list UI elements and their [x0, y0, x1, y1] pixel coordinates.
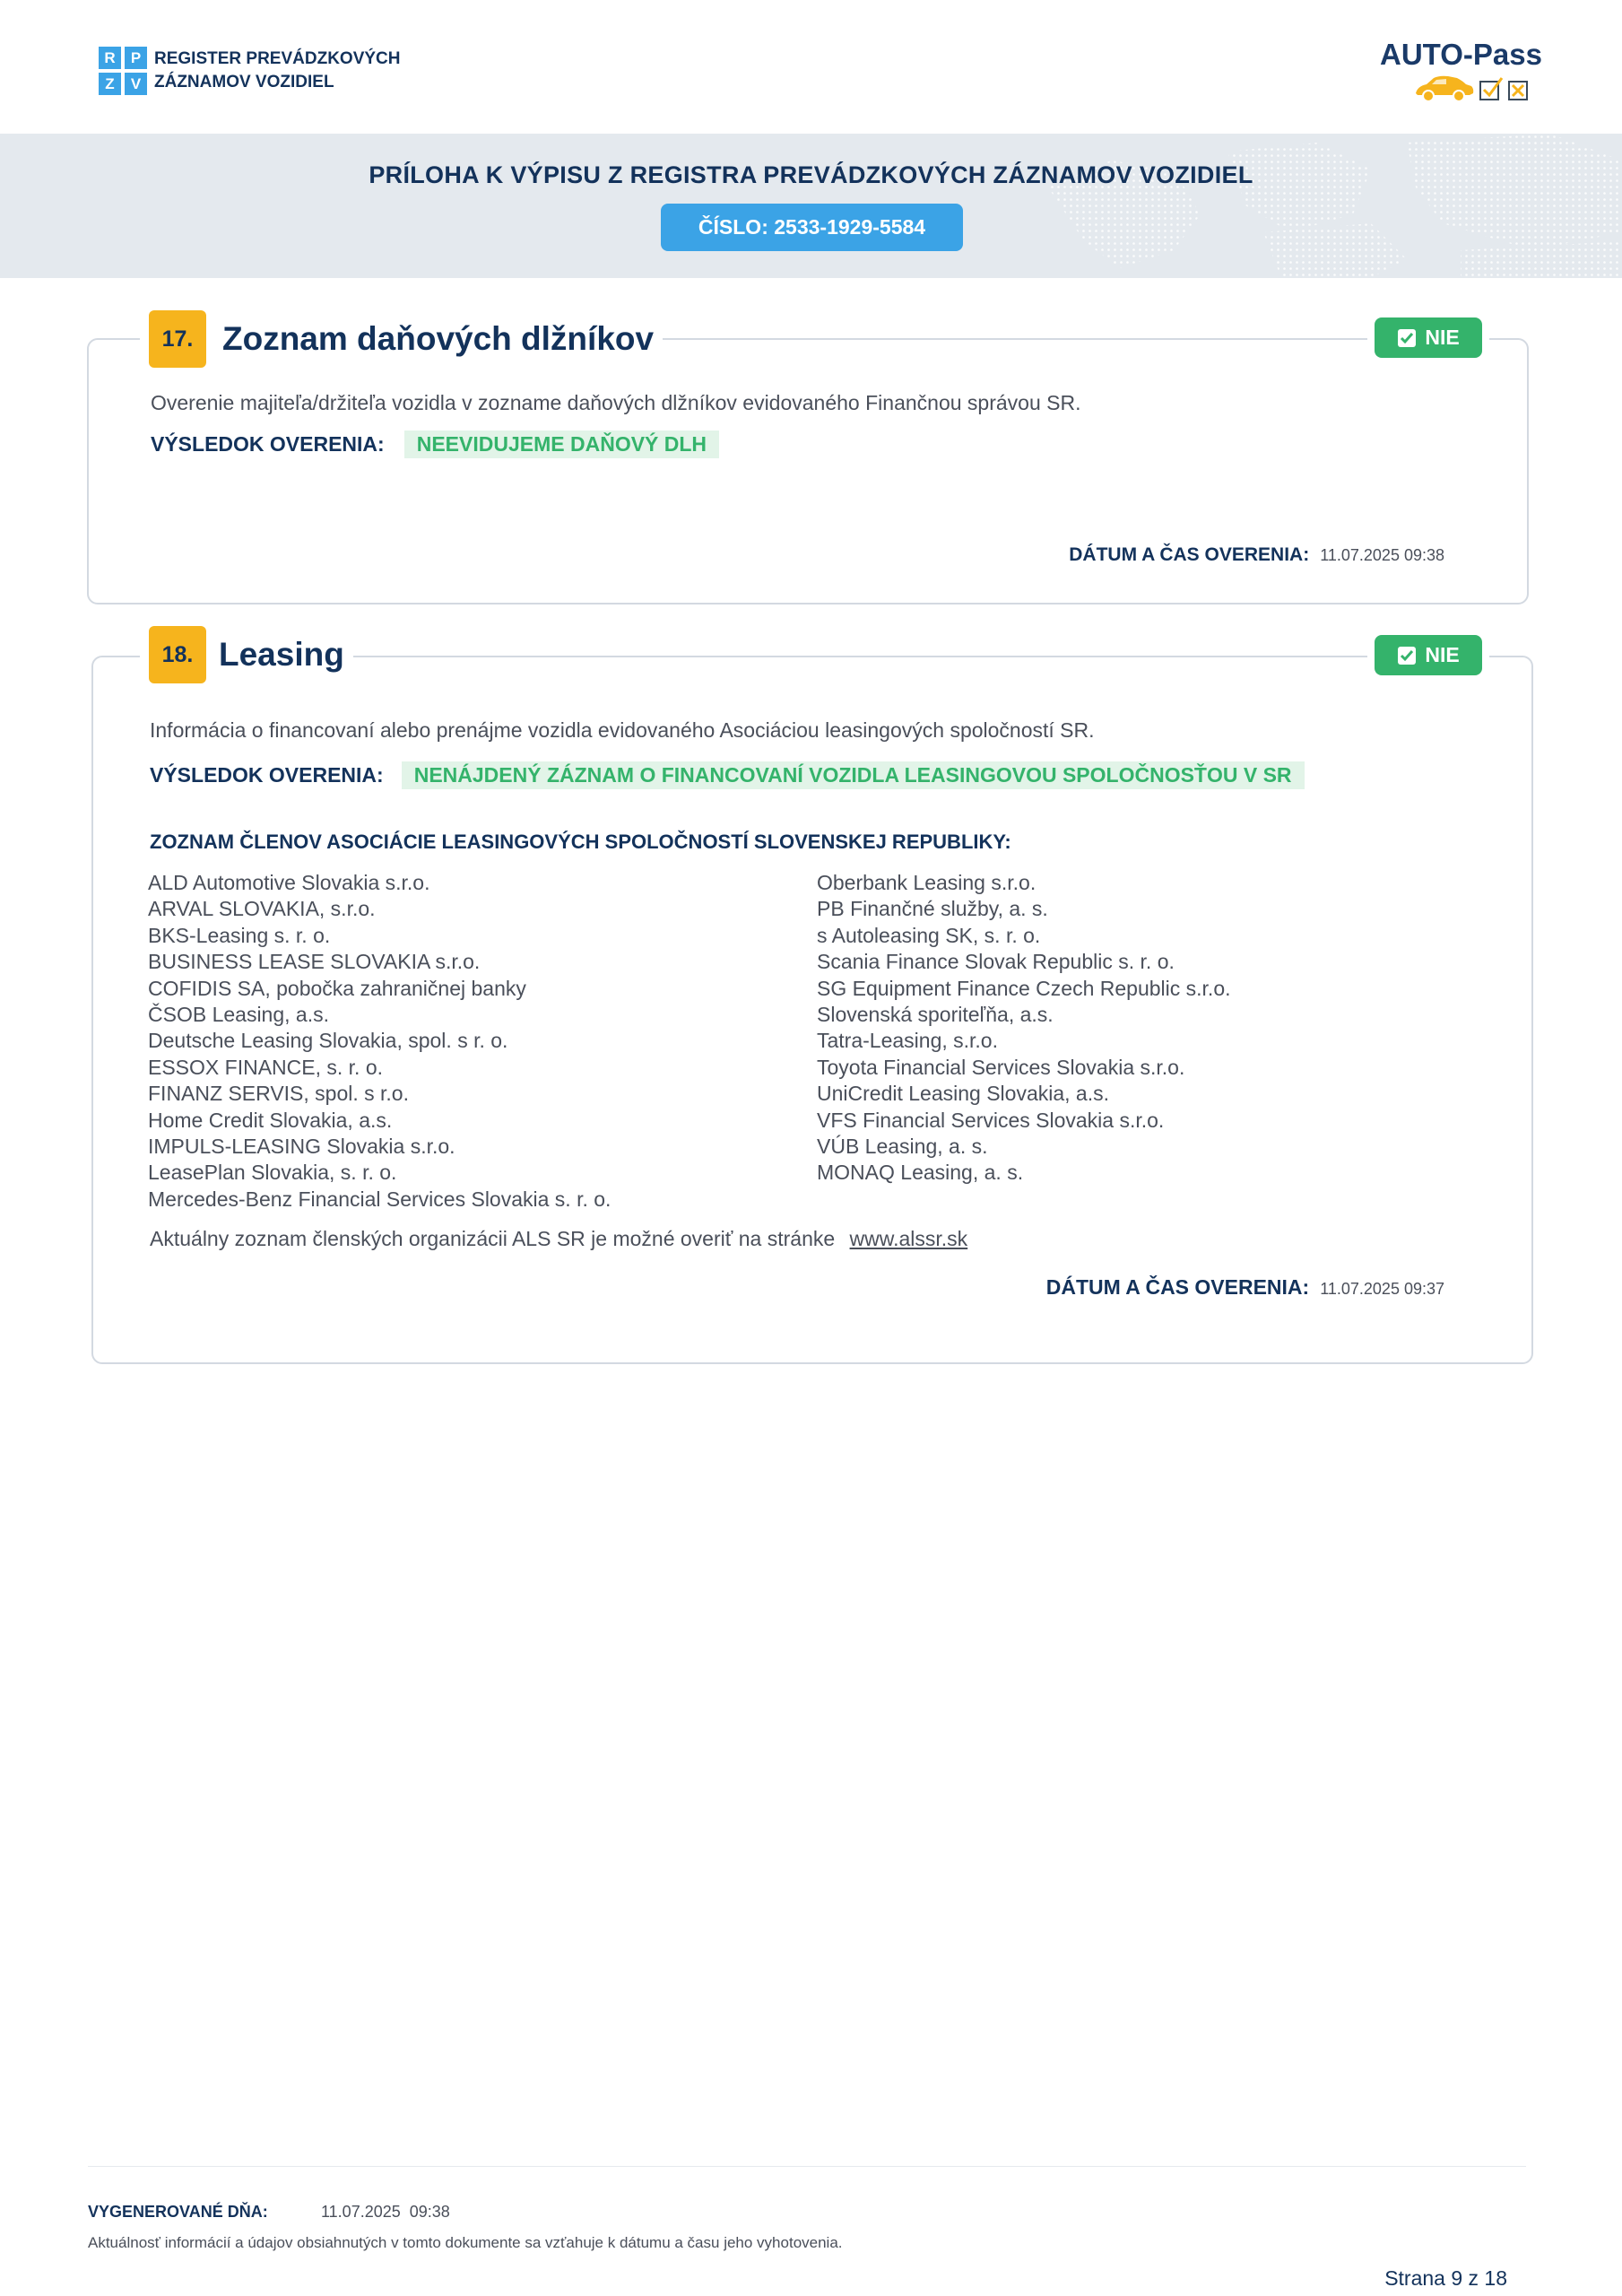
autopass-icons — [1380, 74, 1532, 104]
logo-letter: R — [99, 47, 121, 69]
section-17-date-label: DÁTUM A ČAS OVERENIA: — [1069, 544, 1310, 565]
logo-letter: P — [125, 47, 147, 69]
leasing-note — [150, 1227, 967, 1251]
rpzv-logo — [99, 47, 400, 95]
autopass-brand: AUTO-Pass — [1380, 38, 1542, 71]
list-item: UniCredit Leasing Slovakia, a.s. — [817, 1082, 1109, 1106]
leasing-members-right — [817, 870, 1231, 1187]
section-17-status-badge — [1375, 317, 1482, 358]
alssr-link[interactable]: www.alssr.sk — [849, 1227, 968, 1250]
section-18-result-value: NENÁJDENÝ ZÁZNAM O FINANCOVANÍ VOZIDLA LEASINGOVOU SPOLOČNOSŤOU V SR — [402, 761, 1305, 789]
section-17-title: Zoznam daňových dlžníkov — [222, 320, 655, 357]
list-item: SG Equipment Finance Czech Republic s.r.o. — [817, 976, 1231, 1000]
list-item: FINANZ SERVIS, spol. s r.o. — [148, 1082, 409, 1106]
autopass-logo — [1380, 38, 1542, 104]
section-18-title: Leasing — [219, 636, 344, 673]
list-item: ČSOB Leasing, a.s. — [148, 1003, 329, 1027]
checkbox-cross-icon — [1507, 76, 1532, 101]
document-title: PRÍLOHA K VÝPISU Z REGISTRA PREVÁDZKOVÝCH ZÁZNAMOV VOZIDIEL — [369, 161, 1253, 188]
list-item: LeasePlan Slovakia, s. r. o. — [148, 1161, 397, 1185]
list-item: ARVAL SLOVAKIA, s.r.o. — [148, 897, 376, 921]
list-item: IMPULS-LEASING Slovakia s.r.o. — [148, 1135, 455, 1159]
list-item: Tatra-Leasing, s.r.o. — [817, 1029, 998, 1053]
list-item: Toyota Financial Services Slovakia s.r.o. — [817, 1055, 1185, 1079]
list-item: VFS Financial Services Slovakia s.r.o. — [817, 1108, 1165, 1132]
rpzv-logo-mark — [99, 47, 147, 95]
section-18-header — [140, 626, 353, 683]
section-17-status-wrap — [1367, 317, 1489, 358]
section-18-status-text: NIE — [1425, 643, 1460, 666]
section-17-result-value: NEEVIDUJEME DAŇOVÝ DLH — [404, 430, 719, 458]
section-17-number: 17. — [149, 310, 206, 368]
section-17-result-label: VÝSLEDOK OVERENIA: — [151, 432, 385, 456]
list-item: ALD Automotive Slovakia s.r.o. — [148, 871, 430, 894]
section-17-description: Overenie majiteľa/držiteľa vozidla v zozname daňových dlžníkov evidovaného Finančnou správou SR. — [151, 391, 1081, 414]
list-item: PB Finančné služby, a. s. — [817, 897, 1048, 921]
leasing-members-title: ZOZNAM ČLENOV ASOCIÁCIE LEASINGOVÝCH SPOLOČNOSTÍ SLOVENSKEJ REPUBLIKY: — [150, 831, 1011, 853]
list-item: s Autoleasing SK, s. r. o. — [817, 923, 1041, 947]
section-18-date-value: 11.07.2025 09:37 — [1320, 1280, 1444, 1298]
section-18-result-row — [150, 761, 1305, 789]
check-icon — [1397, 328, 1417, 348]
section-17-status-text: NIE — [1425, 326, 1460, 349]
logo-letter: V — [125, 73, 147, 95]
leasing-members-left — [148, 870, 611, 1213]
section-18-result-label: VÝSLEDOK OVERENIA: — [150, 763, 384, 787]
list-item: COFIDIS SA, pobočka zahraničnej banky — [148, 976, 526, 1000]
list-item: Oberbank Leasing s.r.o. — [817, 871, 1037, 894]
list-item: VÚB Leasing, a. s. — [817, 1135, 988, 1159]
logo-letter: Z — [99, 73, 121, 95]
page-number: Strana 9 z 18 — [1384, 2266, 1507, 2290]
section-17-date-value: 11.07.2025 09:38 — [1320, 546, 1444, 564]
car-icon — [1412, 74, 1475, 104]
footer-divider — [88, 2166, 1526, 2167]
list-item: Mercedes-Benz Financial Services Slovakia s. r. o. — [148, 1187, 612, 1211]
section-17-header — [140, 310, 663, 368]
generated-date: 11.07.2025 09:38 — [321, 2203, 450, 2221]
list-item: Scania Finance Slovak Republic s. r. o. — [817, 950, 1175, 974]
generated-label: VYGENEROVANÉ DŇA: — [88, 2203, 268, 2221]
list-item: Home Credit Slovakia, a.s. — [148, 1108, 393, 1132]
world-map-dots — [905, 134, 1622, 278]
rpzv-logo-text — [154, 48, 400, 94]
checkbox-check-icon — [1479, 76, 1504, 101]
section-18-number: 18. — [149, 626, 206, 683]
section-18-date-row — [1046, 1275, 1444, 1300]
list-item: ESSOX FINANCE, s. r. o. — [148, 1055, 384, 1079]
section-18-status-wrap — [1367, 635, 1489, 675]
section-17-date-row — [1069, 544, 1444, 566]
check-icon — [1397, 646, 1417, 665]
list-item: BKS-Leasing s. r. o. — [148, 923, 331, 947]
footer-note: Aktuálnosť informácií a údajov obsiahnutých v tomto dokumente sa vzťahuje k dátumu a času jeho vyhotovenia. — [88, 2234, 843, 2251]
section-17-result-row — [151, 430, 719, 458]
section-18-date-label: DÁTUM A ČAS OVERENIA: — [1045, 1275, 1310, 1299]
section-18-description: Informácia o financovaní alebo prenájme vozidla evidovaného Asociáciou leasingových spoločností SR. — [150, 718, 1095, 742]
list-item: MONAQ Leasing, a. s. — [817, 1161, 1024, 1185]
list-item: Slovenská sporiteľňa, a.s. — [817, 1003, 1054, 1027]
list-item: BUSINESS LEASE SLOVAKIA s.r.o. — [148, 950, 481, 974]
rpzv-line-1: REGISTER PREVÁDZKOVÝCH — [154, 49, 401, 68]
list-item: Deutsche Leasing Slovakia, spol. s r. o. — [148, 1029, 508, 1053]
document-number-badge: ČÍSLO: 2533-1929-5584 — [661, 204, 963, 251]
leasing-note-text: Aktuálny zoznam členských organizácii ALS SR je možné overiť na stránke — [150, 1227, 836, 1250]
rpzv-line-2: ZÁZNAMOV VOZIDIEL — [154, 73, 334, 91]
section-18-status-badge — [1375, 635, 1482, 675]
